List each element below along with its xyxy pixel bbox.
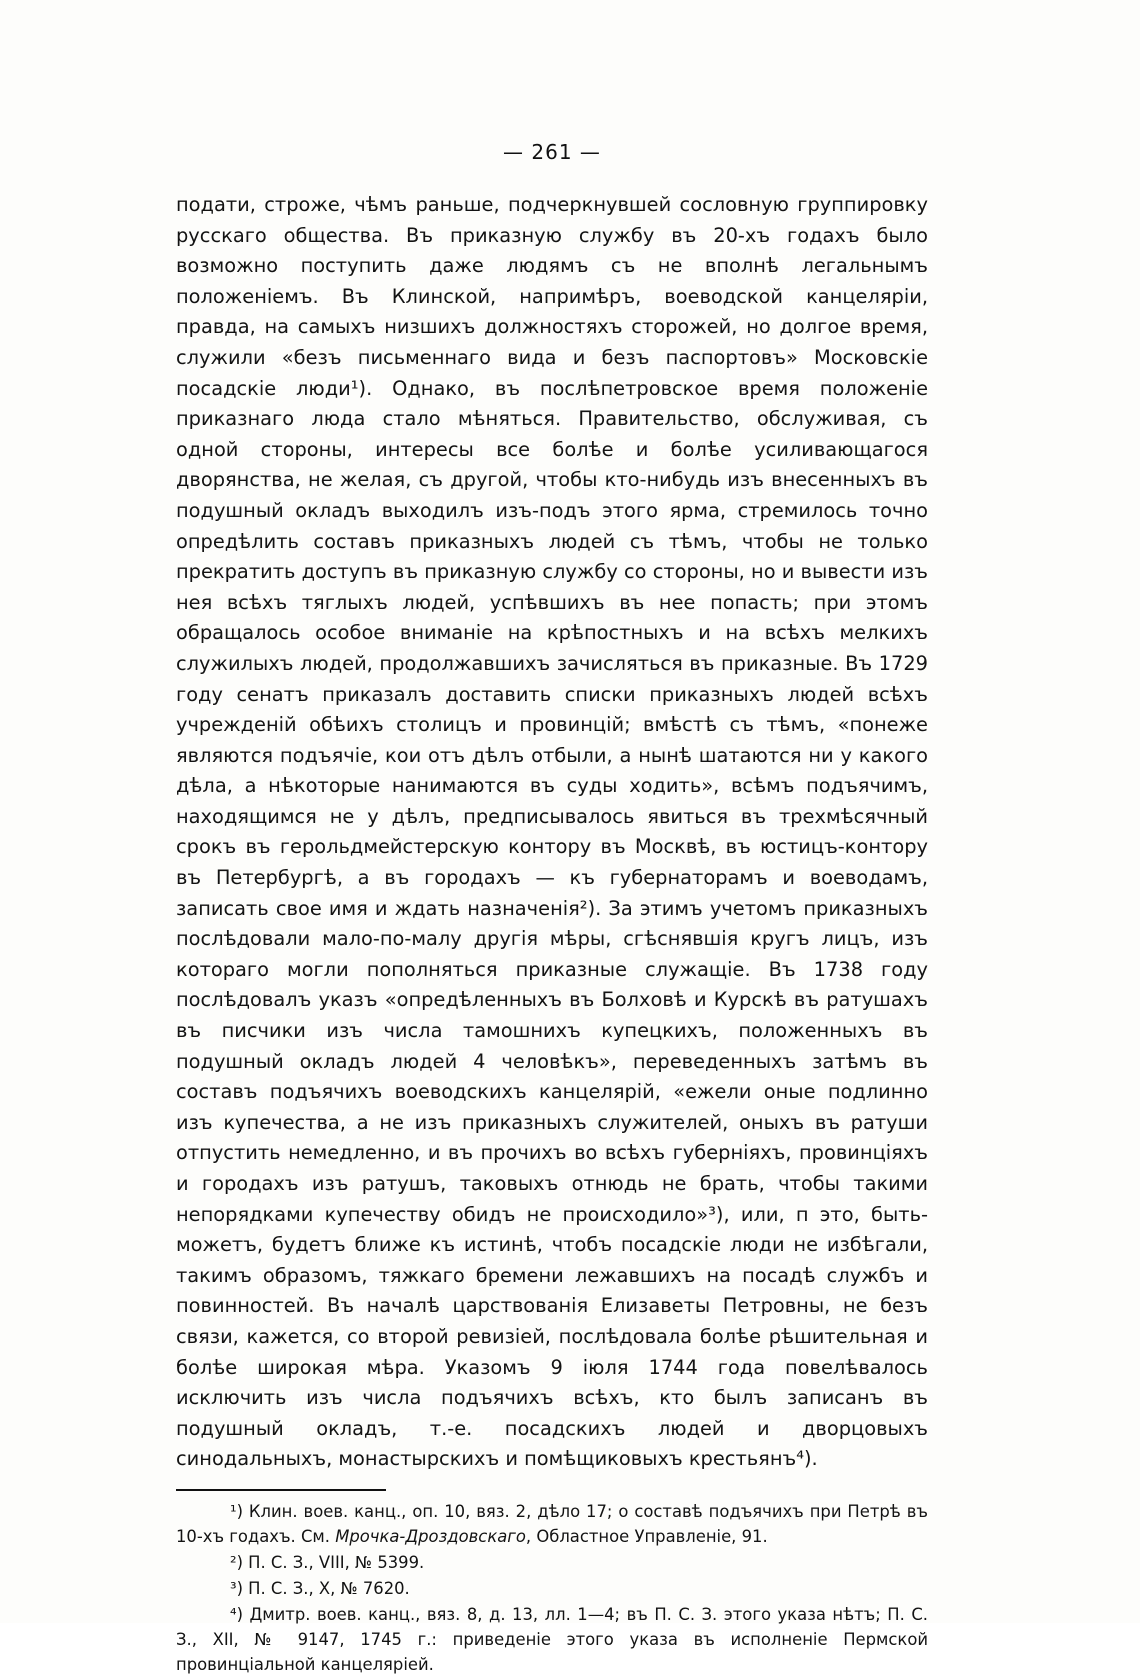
page-number: — 261 — [503,140,601,164]
footnote-text-b: , Областное Управленіе, 91. [525,1526,768,1546]
body-text-block [176,190,928,1475]
footnote-marker: ¹) [230,1501,243,1521]
footnote-separator [176,1489,386,1491]
footnote-text-a: Дмитр. воев. канц., вяз. 8, д. 13, лл. 1—4; въ П. С. З. этого указа нѣтъ; П. С. З., XII, № 9147, 1745 г.: приведеніе этого указа въ исполненіе Пермской провинціальной канцеляріей. [176,1604,928,1674]
footnote-marker: ²) [230,1552,243,1572]
footnote-text-a: П. С. З., VIII, № 5399. [242,1552,425,1572]
footnote-text-a: П. С. З., X, № 7620. [242,1578,410,1598]
footnote-text-a: Клин. воев. канц., оп. 10, вяз. 2, дѣло 17; о составѣ подъячихъ при Петрѣ въ 10-хъ годахъ. См. [176,1501,928,1546]
footnote-citation-author: Мрочка-Дроздовскаго [335,1526,526,1546]
footnote-3 [176,1576,928,1601]
body-paragraph: подати, строже, чѣмъ раньше, подчеркнувшей сословную группировку русскаго общества. Въ приказную службу въ 20-хъ годахъ было возможно поступить даже людямъ съ не вполнѣ легальнымъ положеніемъ. Въ Клинской, напримѣръ, воеводской канцеляріи, правда, на самыхъ низшихъ должностяхъ сторожей, но долгое время, служили «безъ письменнаго вида и безъ паспортовъ» Московскіе посадскіе люди¹). Однако, въ послѣпетровское время положеніе приказнаго люда стало мѣняться. Правительство, обслуживая, съ одной стороны, интересы все болѣе и болѣе усиливающагося дворянства, не желая, съ другой, чтобы кто-нибудь изъ внесенныхъ въ подушный окладъ выходилъ изъ-подъ этого ярма, стремилось точно опредѣлить составъ приказныхъ людей съ тѣмъ, чтобы не только прекратить доступъ въ приказную службу со стороны, но и вывести изъ нея всѣхъ тяглыхъ людей, успѣвшихъ въ нее попасть; при этомъ обращалось особое вниманіе на крѣпостныхъ и на всѣхъ мелкихъ служилыхъ людей, продолжавшихъ зачисляться въ приказные. Въ 1729 году сенатъ приказалъ доставить списки приказныхъ людей всѣхъ учрежденій обѣихъ столицъ и провинцій; вмѣстѣ съ тѣмъ, «понеже являются подъячіе, кои отъ дѣлъ отбыли, а нынѣ шатаются ни у какого дѣла, а нѣкоторые нанимаются въ суды ходить», всѣмъ подъячимъ, находящимся не у дѣлъ, предписывалось явиться въ трехмѣсячный срокъ въ герольдмейстерскую контору въ Москвѣ, въ юстицъ-контору въ Петербургѣ, а въ городахъ — къ губернаторамъ и воеводамъ, записать свое имя и ждать назначенія²). За этимъ учетомъ приказныхъ послѣдовали мало-по-малу другія мѣры, сгѣснявшія кругъ лицъ, изъ котораго могли пополняться приказные служащіе. Въ 1738 году послѣдовалъ указъ «опредѣленныхъ въ Болховѣ и Курскѣ въ ратушахъ въ писчики изъ числа тамошнихъ купецкихъ, положенныхъ въ подушный окладъ людей 4 человѣкъ», переведенныхъ затѣмъ въ составъ подъячихъ воеводскихъ канцелярій, «ежели оные подлинно изъ купечества, а не изъ приказныхъ служителей, оныхъ въ ратуши отпустить немедленно, и въ прочихъ во всѣхъ губерніяхъ, провинціяхъ и городахъ изъ ратушъ, таковыхъ отнюдь не брать, чтобы такими непорядками купечеству обидъ не происходило»³), или, п это, быть-можетъ, будетъ ближе къ истинѣ, чтобъ посадскіе люди не избѣгали, такимъ образомъ, тяжкаго бремени лежавшихъ на посадѣ службъ и повинностей. Въ началѣ царствованія Елизаветы Петровны, не безъ связи, кажется, со второй ревизіей, послѣдовала болѣе рѣшительная и болѣе широкая мѣра. Указомъ 9 іюля 1744 года повелѣвалось исключить изъ числа подъячихъ всѣхъ, кто былъ записанъ въ подушный окладъ, т.-е. посадскихъ людей и дворцовыхъ синодальныхъ, монастырскихъ и помѣщиковыхъ крестьянъ⁴). [176,193,928,1471]
footnote-2 [176,1550,928,1575]
footnote-4 [176,1602,928,1677]
footnote-marker: ³) [230,1578,243,1598]
footnote-1 [176,1499,928,1549]
page-content [176,140,928,1678]
footnote-marker: ⁴) [230,1604,243,1624]
footnotes-block [176,1499,928,1677]
